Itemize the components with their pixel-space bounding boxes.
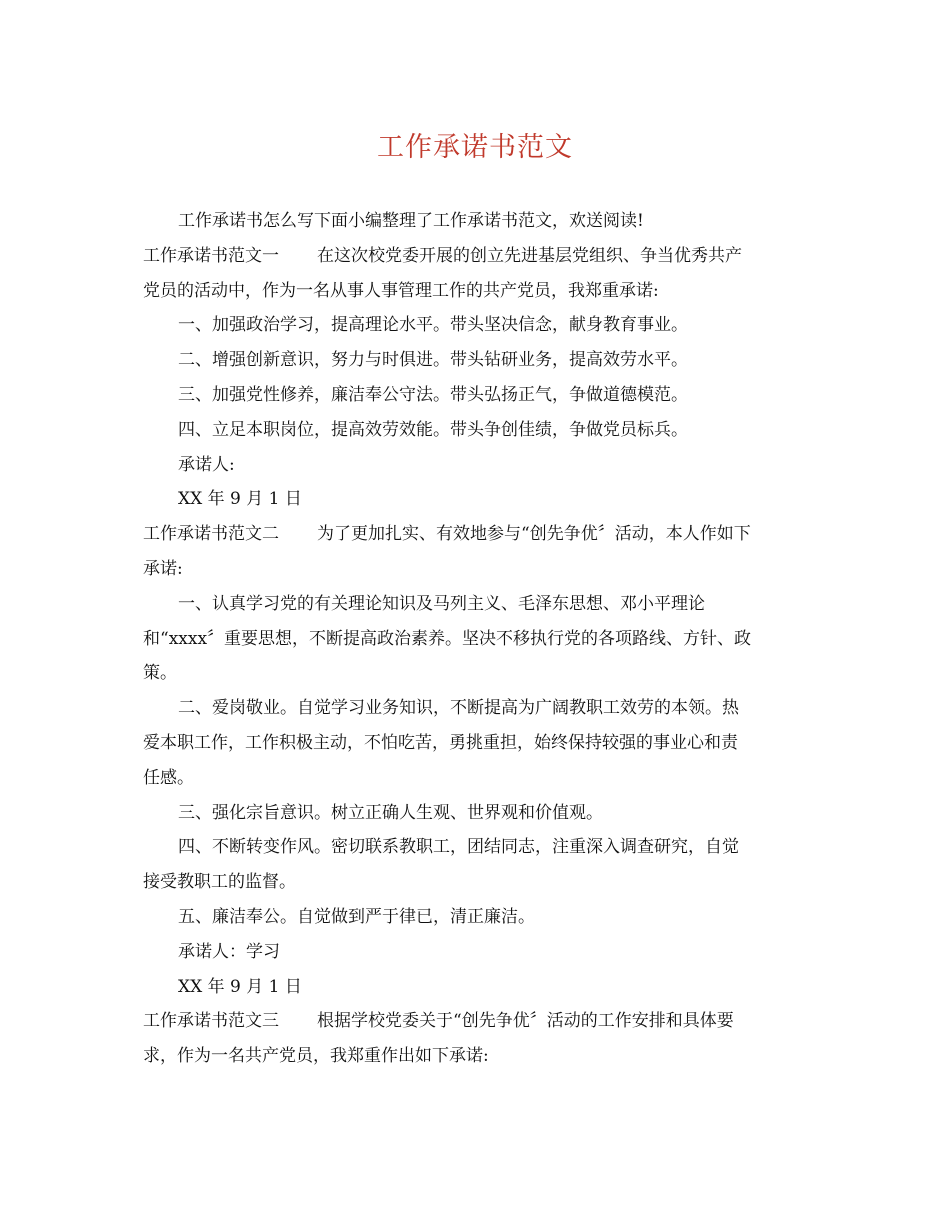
paragraph-line xyxy=(143,274,803,309)
line-text: 工作承诺书怎么写下面小编整理了工作承诺书范文，欢送阅读! xyxy=(178,211,644,231)
line-text: 党员的活动中，作为一名从事人事管理工作的共产党员，我郑重承诺: xyxy=(143,280,659,301)
line-text: 根据学校党委关于“创先争优〞活动的工作安排和具体要 xyxy=(317,1011,734,1032)
line-text: 四、不断转变作风。密切联系教职工，团结同志，注重深入调查研究，自觉 xyxy=(178,837,739,858)
paragraph-line xyxy=(143,726,803,761)
line-text: 四、立足本职岗位，提高效劳效能。带头争创佳绩，争做党员标兵。 xyxy=(178,419,688,440)
line-text: 二、爱岗敬业。自觉学习业务知识，不断提高为广阔教职工效劳的本领。热 xyxy=(178,698,739,719)
paragraph-line xyxy=(143,204,803,239)
line-text: 爱本职工作，工作积极主动，不怕吃苦，勇挑重担，始终保持较强的事业心和责 xyxy=(143,732,738,753)
section-heading-line xyxy=(143,239,803,274)
line-text: 承诺: xyxy=(143,558,183,579)
section-heading: 工作承诺书范文一 xyxy=(143,245,279,266)
paragraph-line xyxy=(143,691,803,726)
document-body xyxy=(143,204,803,1074)
paragraph-line xyxy=(143,865,803,900)
line-text: 一、认真学习党的有关理论知识及马列主义、毛泽东思想、邓小平理论 xyxy=(178,593,705,614)
paragraph-line xyxy=(143,308,803,343)
line-text: 一、加强政治学习，提高理论水平。带头坚决信念，献身教育事业。 xyxy=(178,315,688,336)
line-text: 二、增强创新意识，努力与时俱进。带头钻研业务，提高效劳水平。 xyxy=(178,350,688,371)
paragraph-line xyxy=(143,970,803,1005)
line-text: 三、加强党性修养，廉洁奉公守法。带头弘扬正气，争做道德模范。 xyxy=(178,384,688,405)
section-heading: 工作承诺书范文三 xyxy=(143,1011,279,1032)
line-text: 五、廉洁奉公。自觉做到严于律已，清正廉洁。 xyxy=(178,906,535,927)
paragraph-line xyxy=(143,622,803,657)
paragraph-line xyxy=(143,935,803,970)
section-heading-line xyxy=(143,517,803,552)
paragraph-line xyxy=(143,796,803,831)
line-text: XX 年 9 月 1 日 xyxy=(178,489,302,510)
line-text: 接受教职工的监督。 xyxy=(143,872,296,893)
line-text: 任感。 xyxy=(143,767,194,788)
document-title: 工作承诺书范文 xyxy=(377,132,573,163)
section-heading: 工作承诺书范文二 xyxy=(143,524,279,545)
line-text: 承诺人：学习 xyxy=(178,941,280,962)
line-text: 在这次校党委开展的创立先进基层党组织、争当优秀共产 xyxy=(317,245,742,266)
paragraph-line xyxy=(143,552,803,587)
paragraph-line xyxy=(143,413,803,448)
line-text: 三、强化宗旨意识。树立正确人生观、世界观和价值观。 xyxy=(178,802,603,823)
line-text: XX 年 9 月 1 日 xyxy=(178,976,302,997)
line-text: 策。 xyxy=(143,663,177,684)
paragraph-line xyxy=(143,448,803,483)
paragraph-line xyxy=(143,761,803,796)
line-text: 求，作为一名共产党员，我郑重作出如下承诺: xyxy=(143,1046,489,1067)
paragraph-line xyxy=(143,482,803,517)
paragraph-line xyxy=(143,1039,803,1074)
paragraph-line xyxy=(143,587,803,622)
line-text: 为了更加扎实、有效地参与“创先争优〞活动，本人作如下 xyxy=(317,524,751,545)
paragraph-line xyxy=(143,343,803,378)
line-text: 承诺人: xyxy=(178,454,235,475)
paragraph-line xyxy=(143,900,803,935)
line-text: 和“xxxx〞重要思想，不断提高政治素养。坚决不移执行党的各项路线、方针、政 xyxy=(143,628,752,649)
paragraph-line xyxy=(143,830,803,865)
paragraph-line xyxy=(143,656,803,691)
section-heading-line xyxy=(143,1004,803,1039)
paragraph-line xyxy=(143,378,803,413)
